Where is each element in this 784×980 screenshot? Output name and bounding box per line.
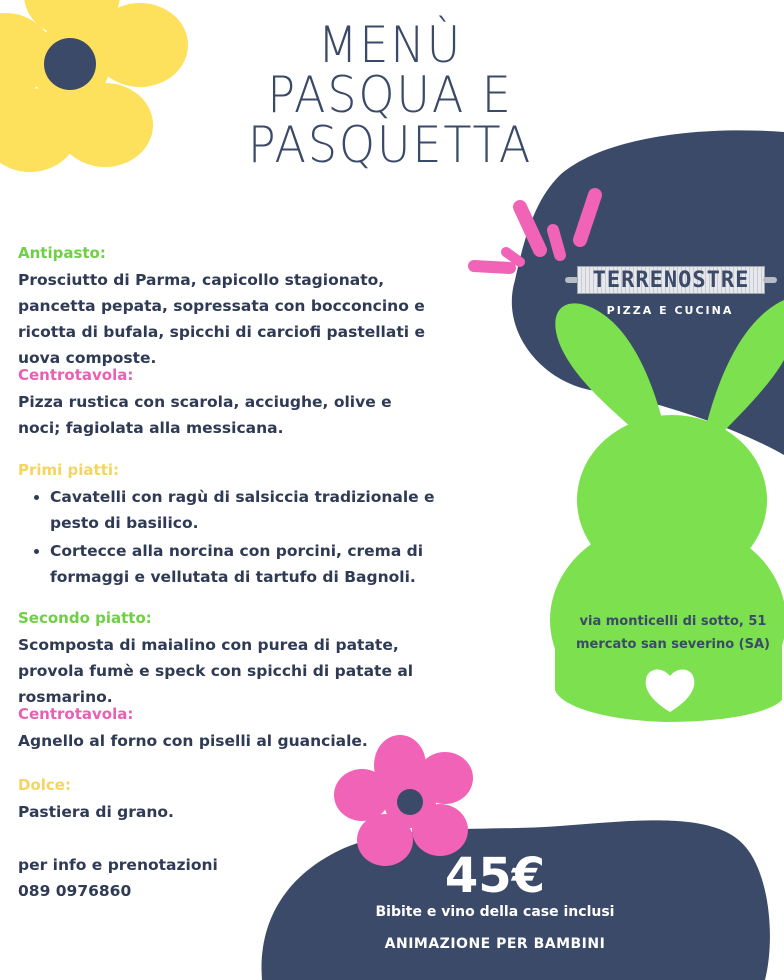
yellow-flower-center xyxy=(44,38,96,90)
section-body: Scomposta di maialino con purea di patate, provola fumè e speck con spicchi di patate al rosmarino. xyxy=(18,636,414,706)
dish-list xyxy=(18,484,488,590)
section-body: Pastiera di grano. xyxy=(18,803,174,821)
contact-phone[interactable]: 089 0976860 xyxy=(18,882,132,900)
section-heading: Secondo piatto: xyxy=(18,609,152,627)
section-body: Prosciutto di Parma, capicollo stagionato, pancetta pepata, sopressata con bocconcino e ricotta di bufala, spicchi di carciofi pastellati e uova composte. xyxy=(18,271,425,367)
section-body: Pizza rustica con scarola, acciughe, olive e noci; fagiolata alla messicana. xyxy=(18,393,392,437)
section-antipasto xyxy=(18,244,488,371)
list-item: • Cavatelli con ragù di salsiccia tradizionale e pesto di basilico. xyxy=(50,484,488,536)
brand-logo xyxy=(565,266,777,294)
section-body: Agnello al forno con piselli al guanciale. xyxy=(18,732,368,750)
title-line-3: PASQUETTA xyxy=(247,116,533,174)
section-dolce xyxy=(18,776,488,825)
brand-subtitle: PIZZA E CUCINA xyxy=(606,304,734,317)
section-centrotavola-2 xyxy=(18,705,488,754)
title-line-1: MENÙ xyxy=(317,16,463,74)
price: 45€ xyxy=(444,848,546,904)
brand-name: TERRENOSTRE xyxy=(577,266,765,294)
section-heading: Primi piatti: xyxy=(18,461,120,479)
address-line-1: via monticelli di sotto, 51 xyxy=(579,614,767,629)
drinks-included: Bibite e vino della case inclusi xyxy=(375,904,615,920)
section-primi-piatti xyxy=(18,461,488,592)
title-line-2: PASQUA E xyxy=(267,66,513,124)
address-line-2: mercato san severino (SA) xyxy=(576,637,770,652)
kids-entertainment: ANIMAZIONE PER BAMBINI xyxy=(384,936,606,952)
section-heading: Dolce: xyxy=(18,776,71,794)
section-heading: Antipasto: xyxy=(18,244,106,262)
contact-label: per info e prenotazioni xyxy=(18,856,218,874)
contact-info xyxy=(18,852,278,904)
rolling-pin-handle xyxy=(763,277,777,283)
list-item: • Cortecce alla norcina con porcini, crema di formaggi e vellutata di tartufo di Bagnoli. xyxy=(50,538,488,590)
section-heading: Centrotavola: xyxy=(18,705,134,723)
address xyxy=(562,610,784,656)
section-centrotavola-1 xyxy=(18,366,488,441)
section-heading: Centrotavola: xyxy=(18,366,134,384)
page-title xyxy=(150,16,630,174)
section-secondo-piatto xyxy=(18,609,488,710)
